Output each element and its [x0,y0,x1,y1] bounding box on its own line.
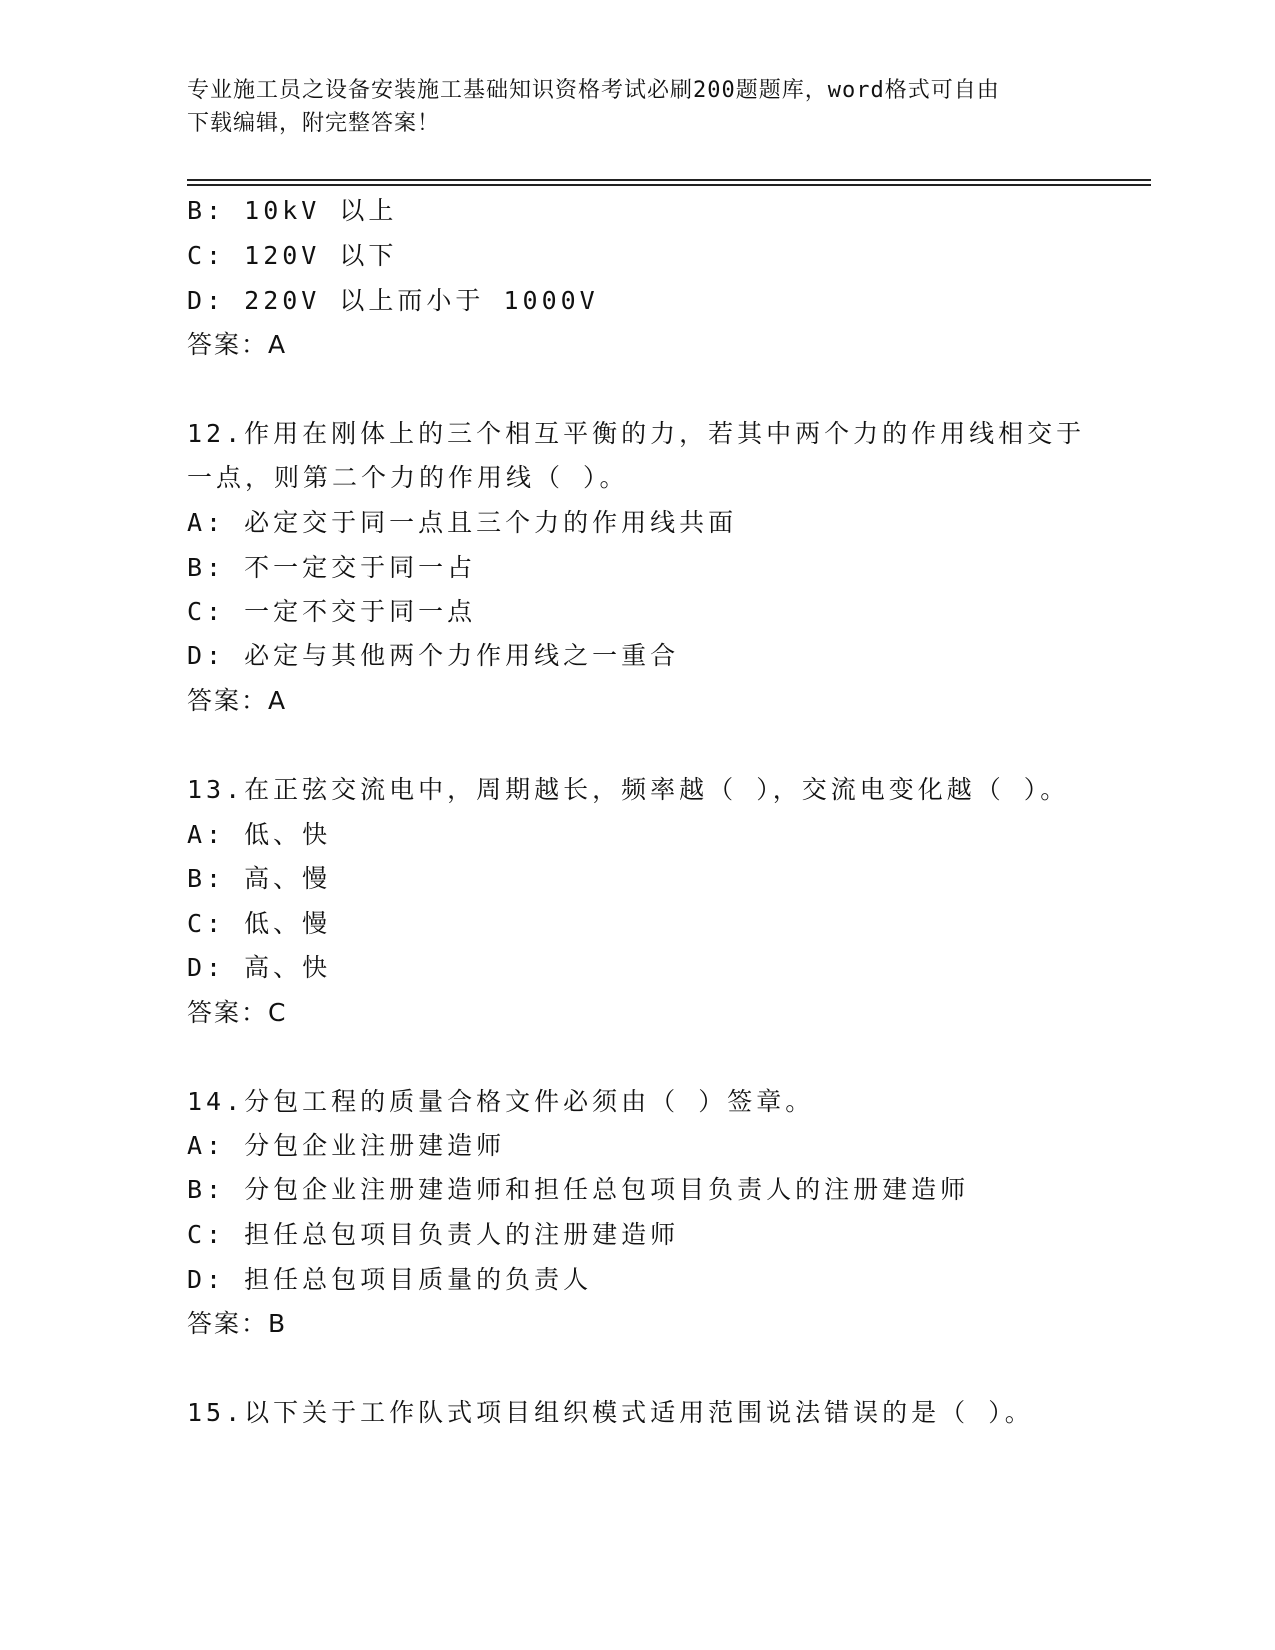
q14-answer: 答案：B [187,1309,288,1338]
q12-answer: 答案：A [187,686,288,715]
header-divider-bottom [187,184,1151,186]
q12-stem-line-2: 一点，则第二个力的作用线（ ）。 [187,463,629,492]
q12-option-a: A: 必定交于同一点且三个力的作用线共面 [187,508,738,537]
q12-stem-line-1: 12.作用在刚体上的三个相互平衡的力，若其中两个力的作用线相交于 [187,419,1086,448]
q11-option-b: B: 10kV 以上 [187,196,398,225]
q13-option-a: A: 低、快 [187,820,332,849]
q13-option-c: C: 低、慢 [187,909,332,938]
q12-option-c: C: 一定不交于同一点 [187,597,477,626]
q13-answer: 答案：C [187,998,288,1027]
q13-option-d: D: 高、快 [187,953,332,982]
q11-answer: 答案：A [187,330,288,359]
q12-option-d: D: 必定与其他两个力作用线之一重合 [187,641,680,670]
header-line-1: 专业施工员之设备安装施工基础知识资格考试必刷200题题库，word格式可自由 [187,78,1000,103]
q14-option-b: B: 分包企业注册建造师和担任总包项目负责人的注册建造师 [187,1175,970,1204]
q15-stem-line-1: 15.以下关于工作队式项目组织模式适用范围说法错误的是（ ）。 [187,1398,1034,1427]
header-divider-top [187,179,1151,181]
q14-stem-line-1: 14.分包工程的质量合格文件必须由（ ）签章。 [187,1087,815,1116]
header-line-2: 下载编辑，附完整答案！ [187,111,441,136]
q14-option-a: A: 分包企业注册建造师 [187,1131,506,1160]
q12-option-b: B: 不一定交于同一占 [187,553,477,582]
q11-option-d: D: 220V 以上而小于 1000V [187,286,599,315]
q14-option-d: D: 担任总包项目质量的负责人 [187,1265,593,1294]
q14-option-c: C: 担任总包项目负责人的注册建造师 [187,1220,680,1249]
document-header [187,74,1067,140]
q13-option-b: B: 高、慢 [187,864,332,893]
q11-option-c: C: 120V 以下 [187,241,398,270]
q13-stem-line-1: 13.在正弦交流电中，周期越长，频率越（ ），交流电变化越（ ）。 [187,775,1070,804]
